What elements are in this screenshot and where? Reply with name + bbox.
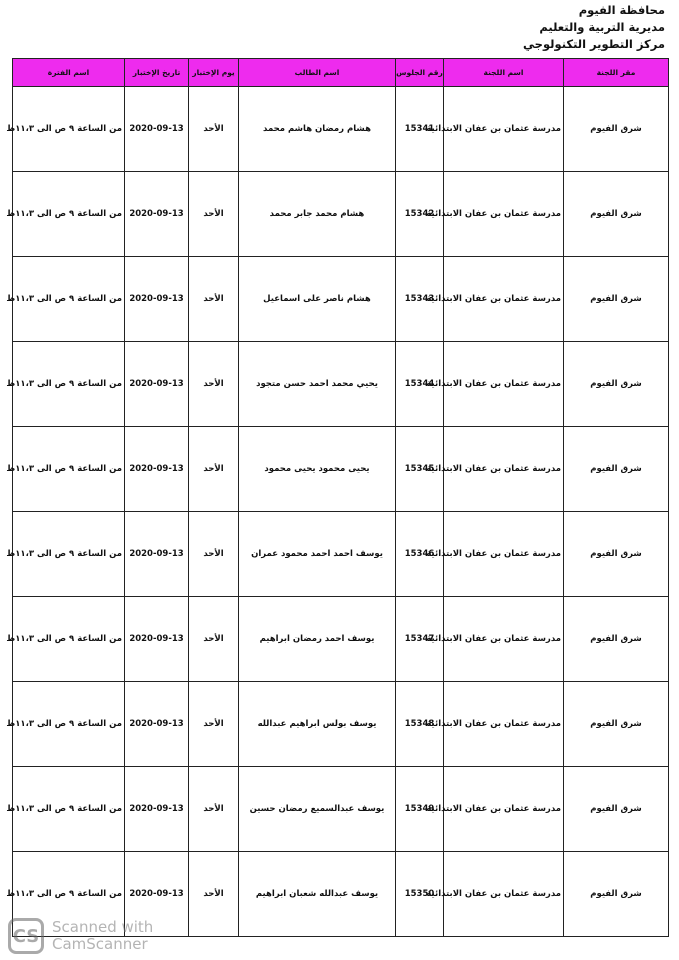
col-header-exam-date: تاريخ الإختبار [125, 59, 189, 87]
cell-committee: مدرسة عثمان بن عفان الابتدائية [444, 342, 564, 427]
camscanner-text [52, 919, 153, 953]
header-center: مركز التطوير التكنولوجي [523, 37, 665, 51]
cell-exam-day: الأحد [189, 682, 239, 767]
cell-committee: مدرسة عثمان بن عفان الابتدائية [444, 767, 564, 852]
col-header-exam-day: يوم الإختبار [189, 59, 239, 87]
col-header-period-name: اسم الفترة [13, 59, 125, 87]
col-header-seat-number: رقم الجلوس [396, 59, 444, 87]
camscanner-watermark [8, 918, 153, 954]
cell-student-name: يحيي محمد احمد حسن متجود [239, 342, 396, 427]
camscanner-logo-icon: CS [8, 918, 44, 954]
cell-exam-date: 2020-09-13 [125, 172, 189, 257]
cell-seat-number: 15348 [396, 682, 444, 767]
cell-period: من الساعة ٩ ص الى ١١،٣ظ [13, 597, 125, 682]
cell-exam-day: الأحد [189, 87, 239, 172]
cell-exam-day: الأحد [189, 257, 239, 342]
header-governorate: محافظة الفيوم [578, 3, 665, 17]
cell-student-name: يوسف بولس ابراهيم عبدالله [239, 682, 396, 767]
col-header-committee: اسم اللجنة [444, 59, 564, 87]
table-row [13, 257, 669, 342]
cell-student-name: هشام محمد جابر محمد [239, 172, 396, 257]
cell-seat-number: 15344 [396, 342, 444, 427]
table-row [13, 682, 669, 767]
cell-seat-number: 15346 [396, 512, 444, 597]
cell-seat-number: 15345 [396, 427, 444, 512]
watermark-line-1: Scanned with [52, 918, 154, 936]
cell-exam-date: 2020-09-13 [125, 87, 189, 172]
table-row [13, 512, 669, 597]
cell-period: من الساعة ٩ ص الى ١١،٣ظ [13, 87, 125, 172]
cell-period: من الساعة ٩ ص الى ١١،٣ظ [13, 172, 125, 257]
cell-committee: مدرسة عثمان بن عفان الابتدائية [444, 87, 564, 172]
cell-committee: مدرسة عثمان بن عفان الابتدائية [444, 682, 564, 767]
cell-exam-date: 2020-09-13 [125, 852, 189, 937]
cell-exam-date: 2020-09-13 [125, 257, 189, 342]
document-header [523, 2, 665, 53]
cell-seat-number: 15350 [396, 852, 444, 937]
cell-exam-day: الأحد [189, 767, 239, 852]
cell-governorate: شرق الفيوم [564, 512, 669, 597]
cell-governorate: شرق الفيوم [564, 682, 669, 767]
cell-governorate: شرق الفيوم [564, 172, 669, 257]
cell-period: من الساعة ٩ ص الى ١١،٣ظ [13, 767, 125, 852]
cell-period: من الساعة ٩ ص الى ١١،٣ظ [13, 682, 125, 767]
cell-student-name: يوسف احمد رمضان ابراهيم [239, 597, 396, 682]
cell-period: من الساعة ٩ ص الى ١١،٣ظ [13, 852, 125, 937]
cell-exam-date: 2020-09-13 [125, 427, 189, 512]
table-row [13, 767, 669, 852]
cell-seat-number: 15349 [396, 767, 444, 852]
cell-committee: مدرسة عثمان بن عفان الابتدائية [444, 172, 564, 257]
table-row [13, 342, 669, 427]
cell-governorate: شرق الفيوم [564, 427, 669, 512]
cell-student-name: يوسف احمد احمد محمود عمران [239, 512, 396, 597]
cell-exam-day: الأحد [189, 597, 239, 682]
cell-governorate: شرق الفيوم [564, 852, 669, 937]
cell-seat-number: 15342 [396, 172, 444, 257]
cell-exam-day: الأحد [189, 172, 239, 257]
cell-period: من الساعة ٩ ص الى ١١،٣ظ [13, 257, 125, 342]
cell-exam-date: 2020-09-13 [125, 682, 189, 767]
cell-governorate: شرق الفيوم [564, 767, 669, 852]
cell-student-name: يحيى محمود يحيى محمود [239, 427, 396, 512]
cell-committee: مدرسة عثمان بن عفان الابتدائية [444, 597, 564, 682]
cell-exam-date: 2020-09-13 [125, 597, 189, 682]
cell-seat-number: 15341 [396, 87, 444, 172]
cell-exam-day: الأحد [189, 342, 239, 427]
cell-exam-date: 2020-09-13 [125, 512, 189, 597]
table-header-row [13, 59, 669, 87]
cell-seat-number: 15343 [396, 257, 444, 342]
cell-exam-day: الأحد [189, 852, 239, 937]
cell-committee: مدرسة عثمان بن عفان الابتدائية [444, 852, 564, 937]
cell-period: من الساعة ٩ ص الى ١١،٣ظ [13, 427, 125, 512]
cell-period: من الساعة ٩ ص الى ١١،٣ظ [13, 342, 125, 427]
table-row [13, 172, 669, 257]
cell-governorate: شرق الفيوم [564, 597, 669, 682]
table-row [13, 87, 669, 172]
cell-governorate: شرق الفيوم [564, 257, 669, 342]
cell-governorate: شرق الفيوم [564, 87, 669, 172]
cell-student-name: هشام رمضان هاشم محمد [239, 87, 396, 172]
exam-roster-table [6, 58, 669, 937]
cell-committee: مدرسة عثمان بن عفان الابتدائية [444, 512, 564, 597]
header-directorate: مديرية التربية والتعليم [539, 20, 665, 34]
cell-governorate: شرق الفيوم [564, 342, 669, 427]
cell-exam-day: الأحد [189, 512, 239, 597]
cell-exam-day: الأحد [189, 427, 239, 512]
cell-student-name: يوسف عبدالله شعبان ابراهيم [239, 852, 396, 937]
cell-student-name: يوسف عبدالسميع رمضان حسين [239, 767, 396, 852]
cell-period: من الساعة ٩ ص الى ١١،٣ظ [13, 512, 125, 597]
col-header-governorate: مقر اللجنة [564, 59, 669, 87]
watermark-line-2: CamScanner [52, 935, 148, 953]
table-row [13, 427, 669, 512]
col-header-student-name: اسم الطالب [239, 59, 396, 87]
cell-committee: مدرسة عثمان بن عفان الابتدائية [444, 257, 564, 342]
cell-committee: مدرسة عثمان بن عفان الابتدائية [444, 427, 564, 512]
cell-seat-number: 15347 [396, 597, 444, 682]
table-row [13, 597, 669, 682]
cell-exam-date: 2020-09-13 [125, 342, 189, 427]
cell-student-name: هشام ناصر على اسماعيل [239, 257, 396, 342]
cell-exam-date: 2020-09-13 [125, 767, 189, 852]
